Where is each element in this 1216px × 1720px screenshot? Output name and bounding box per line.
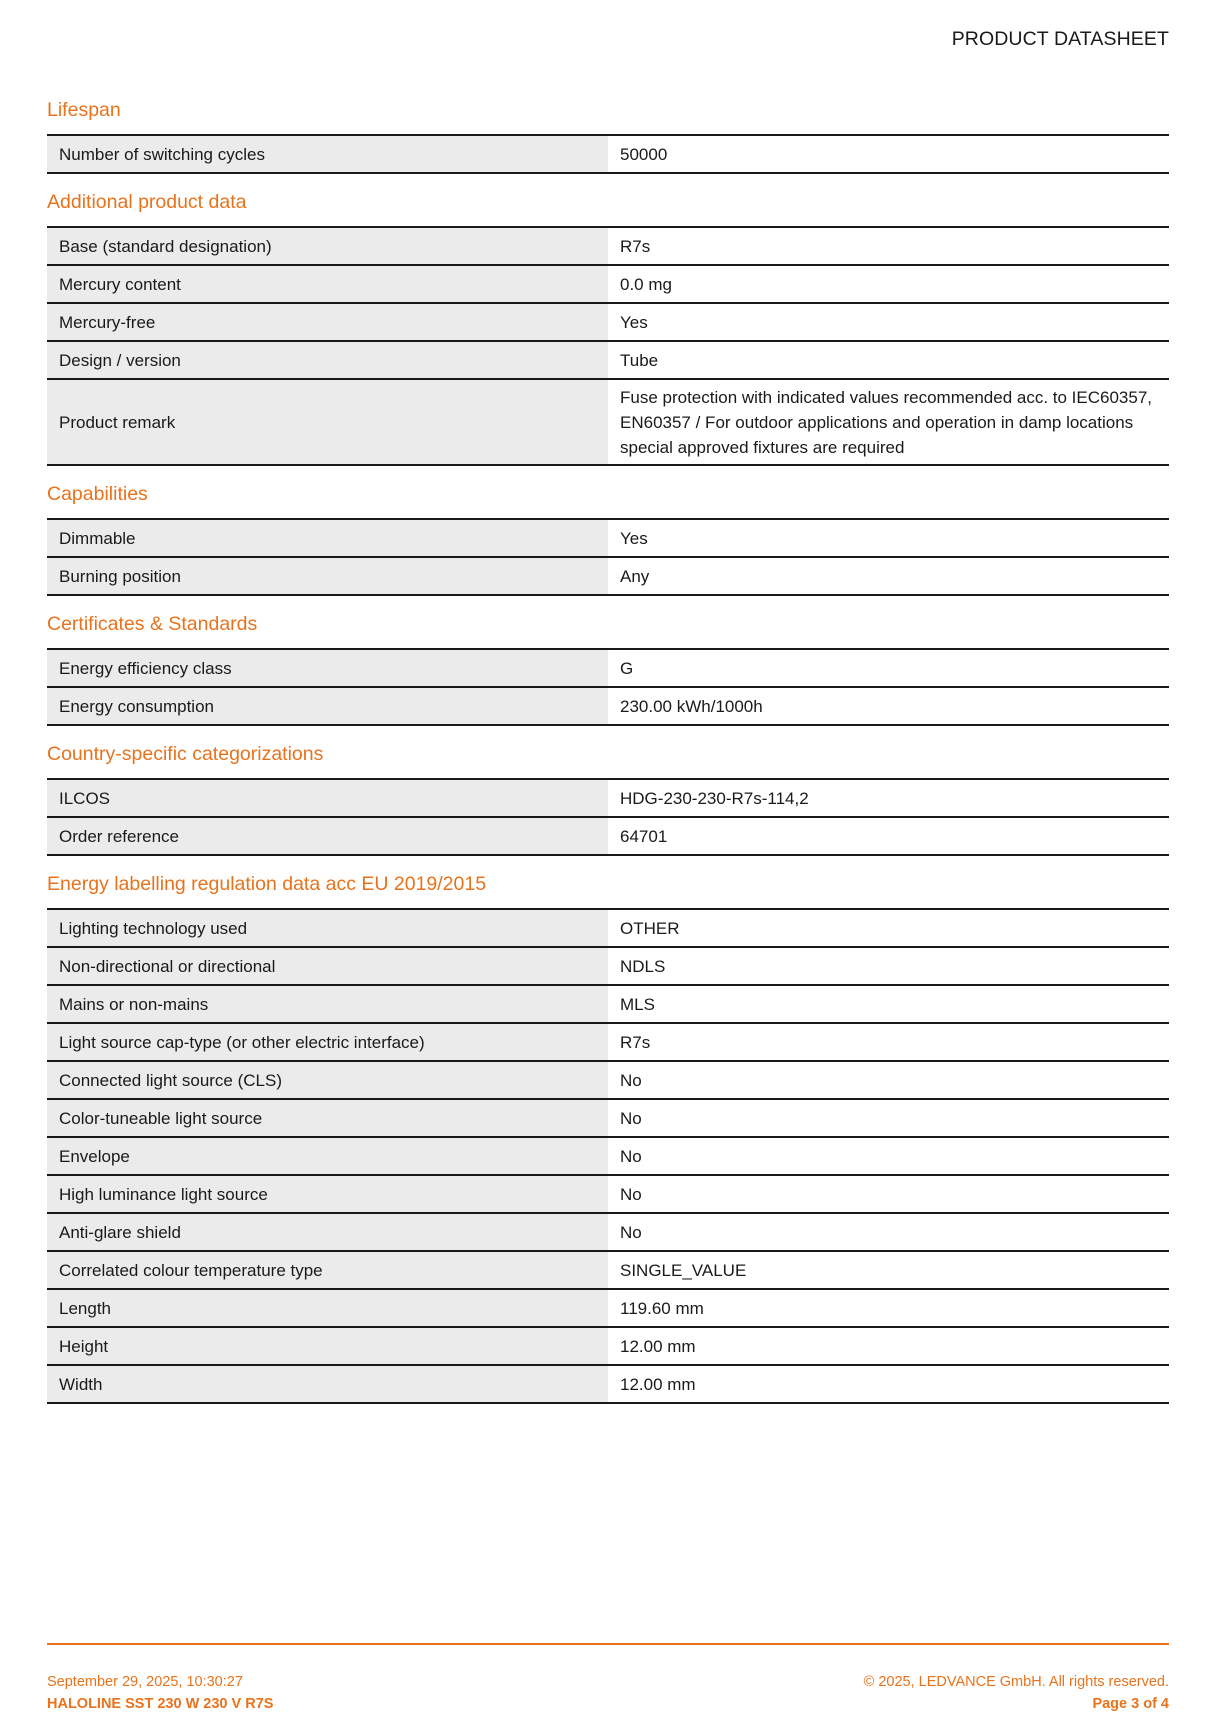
property-value: 50000 (608, 135, 1169, 173)
section-title: Additional product data (47, 191, 247, 213)
footer-copyright: © 2025, LEDVANCE GmbH. All rights reserved. (863, 1674, 1169, 1690)
table-row (47, 687, 1169, 725)
property-value: 0.0 mg (608, 265, 1169, 303)
table-row (47, 1289, 1169, 1327)
property-value: R7s (608, 1023, 1169, 1061)
property-value: OTHER (608, 909, 1169, 947)
property-name: Base (standard designation) (47, 227, 608, 265)
property-name: Length (47, 1289, 608, 1327)
section-title: Energy labelling regulation data acc EU 2019/2015 (47, 873, 487, 895)
section-additional-product-data (47, 190, 1169, 466)
table-row (47, 649, 1169, 687)
section-capabilities (47, 482, 1169, 596)
section-certificates-standards (47, 612, 1169, 726)
table-row (47, 1099, 1169, 1137)
table-row (47, 1175, 1169, 1213)
property-name: Energy consumption (47, 687, 608, 725)
properties-table (47, 134, 1169, 174)
property-value: R7s (608, 227, 1169, 265)
section-title: Country-specific categorizations (47, 743, 324, 765)
property-name: Order reference (47, 817, 608, 855)
table-row (47, 985, 1169, 1023)
table-row (47, 909, 1169, 947)
section-lifespan (47, 98, 1169, 174)
property-name: High luminance light source (47, 1175, 608, 1213)
table-row (47, 519, 1169, 557)
property-name: Width (47, 1365, 608, 1403)
property-value: Yes (608, 519, 1169, 557)
property-value: Any (608, 557, 1169, 595)
property-name: Color-tuneable light source (47, 1099, 608, 1137)
table-row (47, 341, 1169, 379)
property-name: Height (47, 1327, 608, 1365)
property-name: ILCOS (47, 779, 608, 817)
property-name: Energy efficiency class (47, 649, 608, 687)
property-value: 119.60 mm (608, 1289, 1169, 1327)
footer-left (47, 1671, 273, 1715)
section-title: Certificates & Standards (47, 613, 258, 635)
property-name: Number of switching cycles (47, 135, 608, 173)
table-row (47, 1251, 1169, 1289)
properties-table (47, 778, 1169, 856)
table-row (47, 817, 1169, 855)
property-value: Tube (608, 341, 1169, 379)
table-row (47, 1327, 1169, 1365)
section-energy-labelling (47, 872, 1169, 1404)
section-title: Capabilities (47, 483, 148, 505)
section-country-specific-categorizations (47, 742, 1169, 856)
table-row (47, 135, 1169, 173)
footer-datetime: September 29, 2025, 10:30:27 (47, 1674, 243, 1690)
table-row (47, 1023, 1169, 1061)
property-value: G (608, 649, 1169, 687)
footer-page-number: Page 3 of 4 (1092, 1696, 1169, 1712)
table-row (47, 379, 1169, 465)
property-name: Mains or non-mains (47, 985, 608, 1023)
table-row (47, 557, 1169, 595)
property-value: No (608, 1061, 1169, 1099)
property-value: SINGLE_VALUE (608, 1251, 1169, 1289)
table-row (47, 779, 1169, 817)
document-header-title: PRODUCT DATASHEET (951, 28, 1169, 50)
property-value: HDG-230-230-R7s-114,2 (608, 779, 1169, 817)
property-value: No (608, 1175, 1169, 1213)
property-value: No (608, 1213, 1169, 1251)
property-name: Mercury-free (47, 303, 608, 341)
table-row (47, 227, 1169, 265)
property-value: No (608, 1137, 1169, 1175)
footer-divider (47, 1643, 1169, 1645)
property-name: Dimmable (47, 519, 608, 557)
property-name: Anti-glare shield (47, 1213, 608, 1251)
properties-table (47, 648, 1169, 726)
table-row (47, 1137, 1169, 1175)
property-value: MLS (608, 985, 1169, 1023)
property-value: 12.00 mm (608, 1365, 1169, 1403)
property-value: 12.00 mm (608, 1327, 1169, 1365)
datasheet-content (47, 98, 1169, 1420)
property-name: Light source cap-type (or other electric interface) (47, 1023, 608, 1061)
properties-table (47, 226, 1169, 466)
property-value: Yes (608, 303, 1169, 341)
footer-right (864, 1671, 1169, 1715)
property-name: Burning position (47, 557, 608, 595)
footer-product-name: HALOLINE SST 230 W 230 V R7S (47, 1696, 274, 1712)
table-row (47, 1365, 1169, 1403)
table-row (47, 1061, 1169, 1099)
property-value: No (608, 1099, 1169, 1137)
property-name: Lighting technology used (47, 909, 608, 947)
property-name: Connected light source (CLS) (47, 1061, 608, 1099)
property-value: 230.00 kWh/1000h (608, 687, 1169, 725)
table-row (47, 1213, 1169, 1251)
table-row (47, 303, 1169, 341)
table-row (47, 265, 1169, 303)
property-value: Fuse protection with indicated values recommended acc. to IEC60357, EN60357 / For outdoor applications and operation in damp locations special approved fixtures are required (608, 379, 1169, 465)
property-value: NDLS (608, 947, 1169, 985)
property-name: Product remark (47, 379, 608, 465)
properties-table (47, 908, 1169, 1404)
property-value: 64701 (608, 817, 1169, 855)
table-row (47, 947, 1169, 985)
properties-table (47, 518, 1169, 596)
property-name: Correlated colour temperature type (47, 1251, 608, 1289)
property-name: Envelope (47, 1137, 608, 1175)
property-name: Non-directional or directional (47, 947, 608, 985)
property-name: Mercury content (47, 265, 608, 303)
property-name: Design / version (47, 341, 608, 379)
section-title: Lifespan (47, 99, 121, 121)
